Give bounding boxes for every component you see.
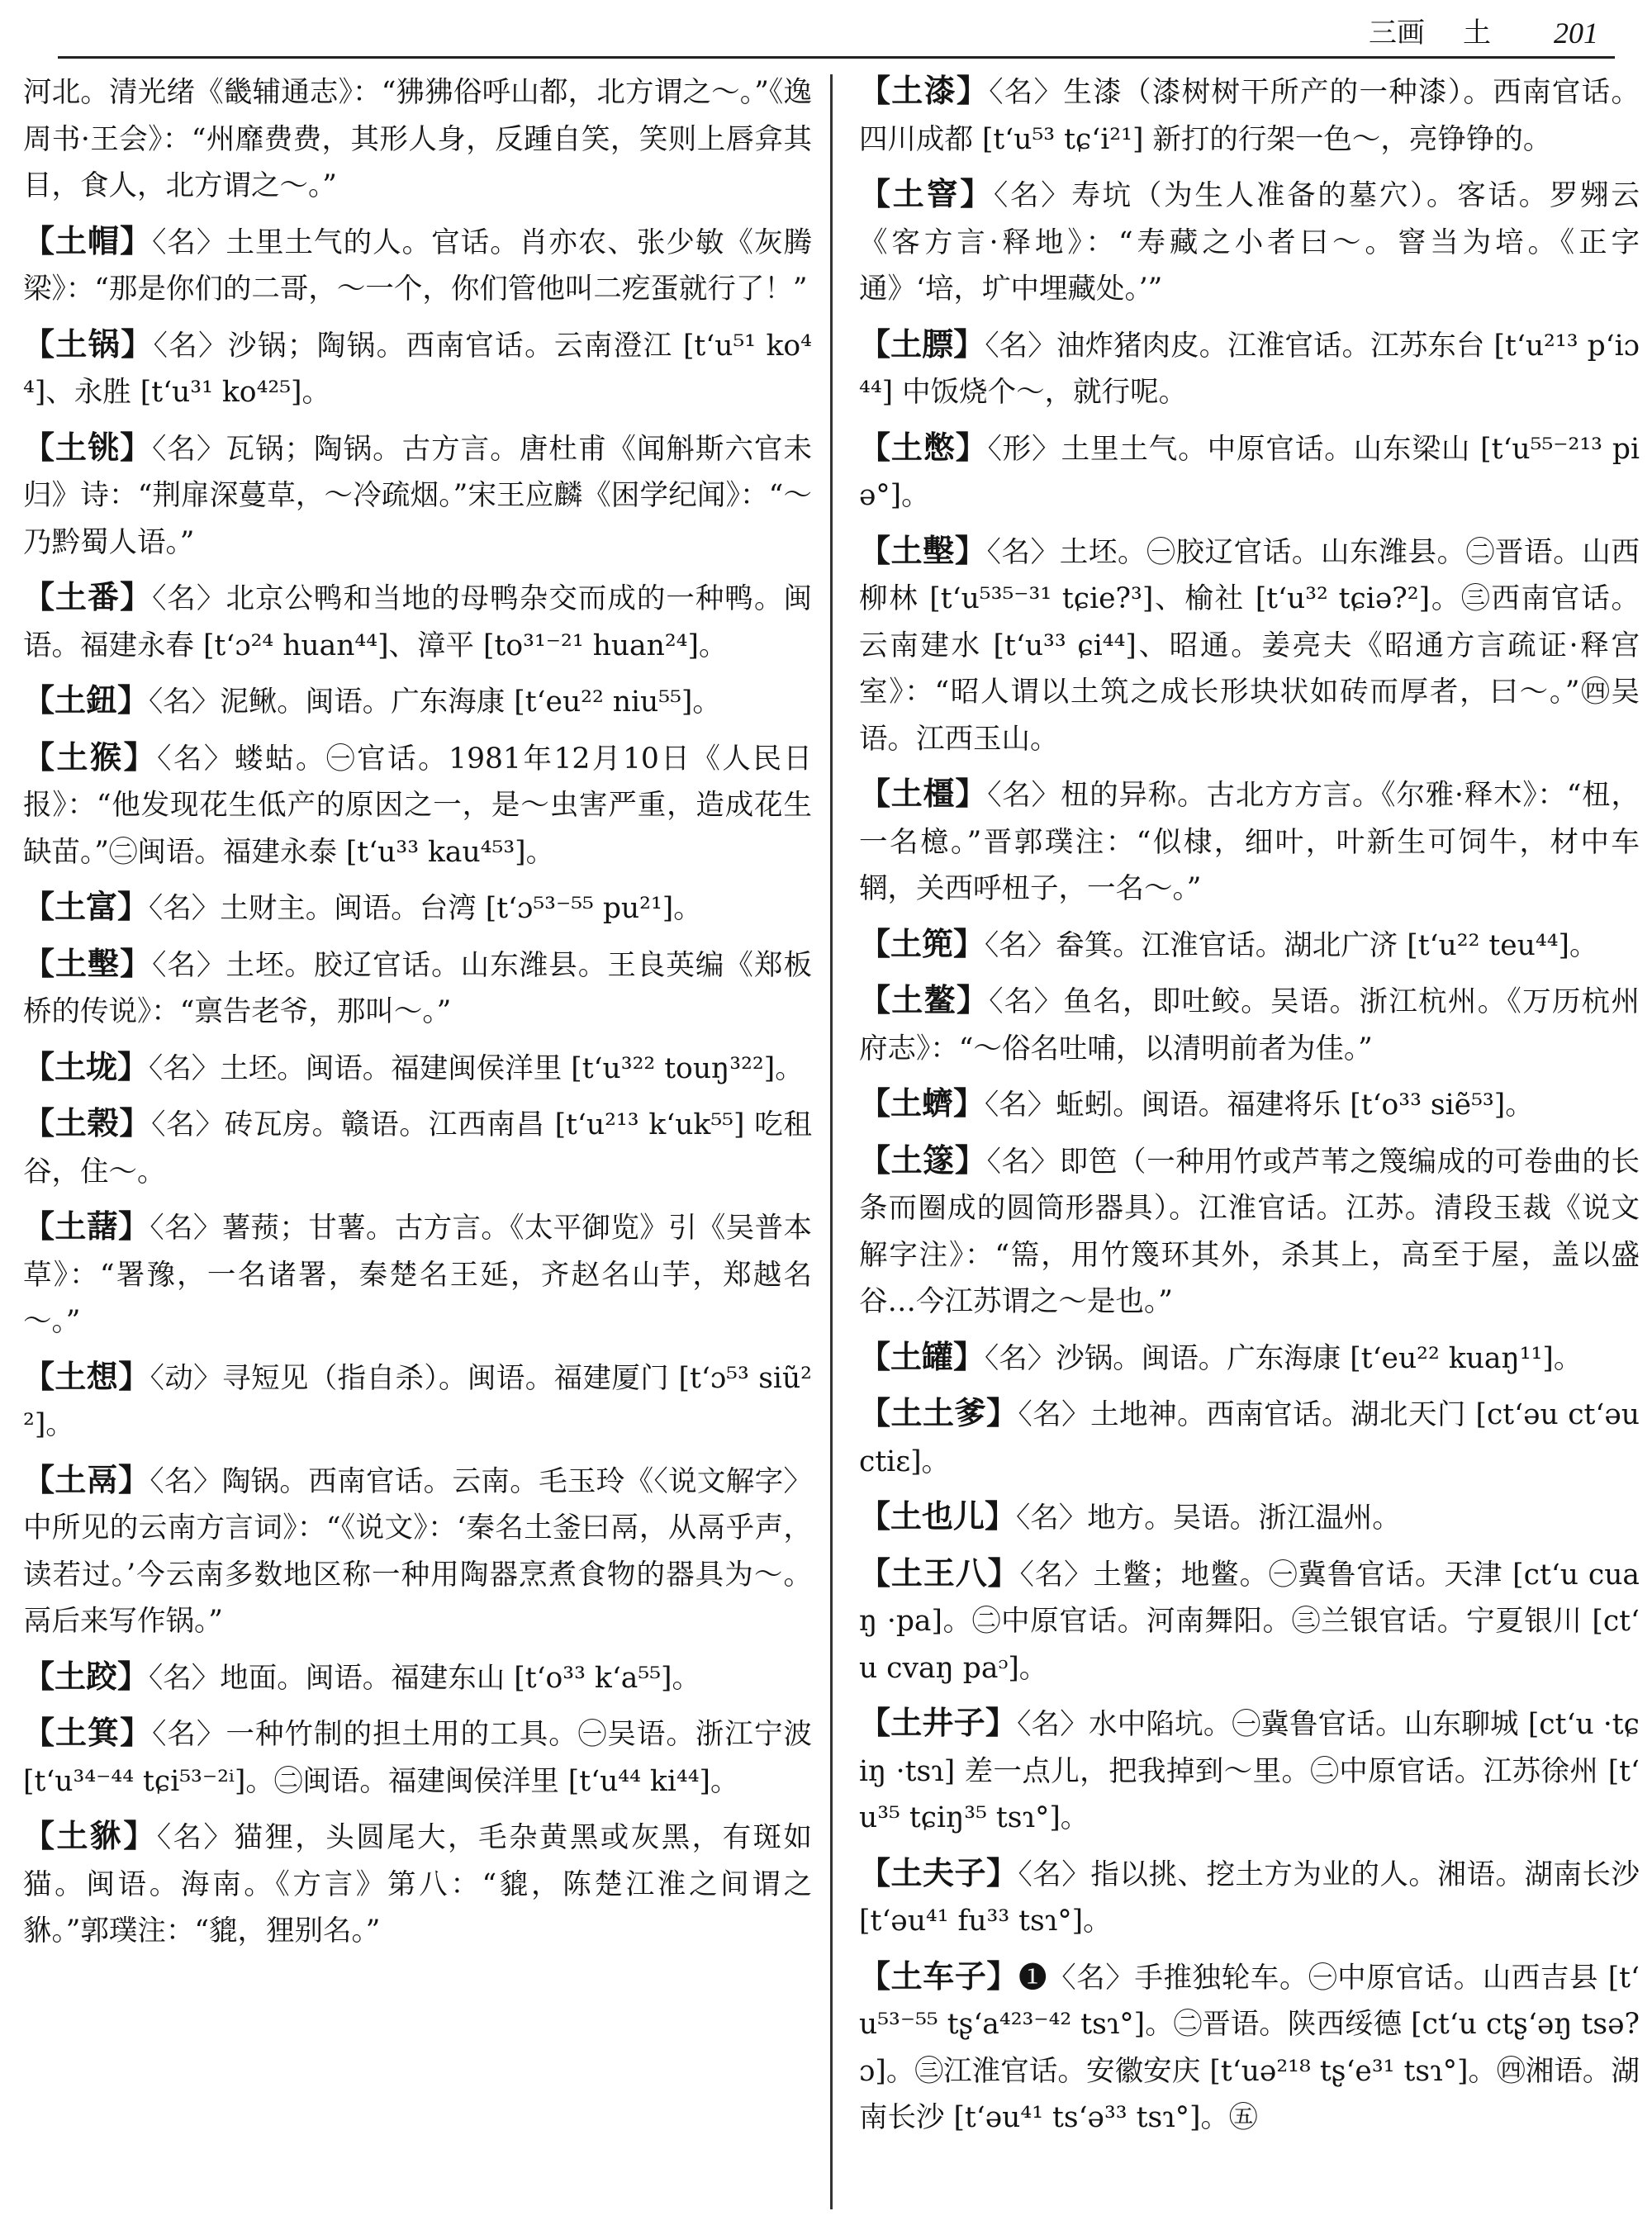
entry-definition: ❶〈名〉手推独轮车。㊀中原官话。山西吉县 [tʻu⁵³⁻⁵⁵ tʂʻa⁴²³⁻⁴² tsɿ°]。㊁晋语。陕西绥德 [ctʻu ctʂʻəŋ tsə?ɔ]。㊂江淮官话。安徽安庆 [tʻuə²¹⁸ tʂʻe³¹ tsɿ°]。㊃湘语。湖南长沙 [tʻəu⁴¹ tsʻə³³ tsɿ°]。㊄ xyxy=(859,1961,1640,2134)
left-column xyxy=(23,68,812,1955)
entry-definition: 〈名〉蝼蛄。㊀官话。1981年12月10日《人民日报》：“他发现花生低产的原因之一，是～虫害严重，造成花生缺苗。”㊁闽语。福建永泰 [tʻu³³ kau⁴⁵³]。 xyxy=(23,742,812,869)
entry-definition: 河北。清光绪《畿辅通志》：“狒狒俗呼山都，北方谓之～。”《逸周书·王会》：“州靡费费，其形人身，反踵自笑，笑则上唇弇其目，食人，北方谓之～。” xyxy=(23,76,812,202)
dictionary-entry xyxy=(23,941,812,1036)
section-label: 三画 xyxy=(1369,17,1425,50)
dictionary-entry xyxy=(859,528,1640,763)
entry-headword: 【土也儿】 xyxy=(859,1497,1017,1535)
dictionary-entry xyxy=(23,677,812,726)
entry-headword: 【土篼】 xyxy=(859,924,985,962)
dictionary-entry xyxy=(859,1137,1640,1326)
dictionary-entry xyxy=(23,1354,812,1449)
dictionary-entry xyxy=(23,1203,812,1345)
entry-definition: 〈名〉地面。闽语。福建东山 [tʻo³³ kʻa⁵⁵]。 xyxy=(149,1661,700,1695)
entry-definition: 〈名〉油炸猪肉皮。江淮官话。江苏东台 [tʻu²¹³ pʻiɔ⁴⁴] 中饭烧个～，就行呢。 xyxy=(859,329,1640,409)
entry-headword: 【土罐】 xyxy=(859,1337,985,1375)
entry-headword: 【土窨】 xyxy=(859,175,994,212)
dictionary-entry xyxy=(859,1493,1640,1542)
dictionary-entry xyxy=(23,68,812,210)
entry-definition: 〈名〉杻的异称。古北方方言。《尔雅·释木》：“杻，一名檍。”晋郭璞注：“似棣，细叶，叶新生可饲牛，材中车辋，关西呼杻子，一名～。” xyxy=(859,779,1640,905)
entry-headword: 【土鳌】 xyxy=(859,981,990,1018)
dictionary-entry xyxy=(859,771,1640,913)
entry-headword: 【土箕】 xyxy=(23,1714,153,1751)
entry-headword: 【土蠐】 xyxy=(859,1084,985,1122)
dictionary-entry xyxy=(23,1044,812,1093)
entry-definition: 〈名〉土鳖；地鳖。㊀冀鲁官话。天津 [ctʻu cuaŋ ·pa]。㊁中原官话。河南舞阳。㊂兰银官话。宁夏银川 [ctʻu cvaŋ paᵓ]。 xyxy=(859,1558,1640,1685)
dictionary-entry xyxy=(859,321,1640,416)
entry-definition: 〈名〉土地神。西南官话。湖北天门 [ctʻəu ctʻəu ctiɛ]。 xyxy=(859,1398,1640,1478)
dictionary-entry xyxy=(859,1700,1640,1842)
entry-definition: 〈动〉寻短见（指自杀）。闽语。福建厦门 [tʻɔ⁵³ siũ²²]。 xyxy=(23,1361,812,1441)
dictionary-entry xyxy=(859,425,1640,520)
entry-definition: 〈名〉砖瓦房。赣语。江西南昌 [tʻu²¹³ kʻuk⁵⁵] 吃租谷，住～。 xyxy=(23,1108,812,1189)
dictionary-entry xyxy=(23,574,812,669)
dictionary-entry xyxy=(23,884,812,932)
entry-definition: 〈名〉土坯。闽语。福建闽侯洋里 [tʻu³²² touŋ³²²]。 xyxy=(149,1051,804,1085)
entry-headword: 【土跤】 xyxy=(23,1657,150,1695)
entry-headword: 【土墼】 xyxy=(23,944,153,982)
entry-headword: 【土富】 xyxy=(23,888,150,925)
dictionary-entry xyxy=(859,68,1640,163)
entry-headword: 【土膘】 xyxy=(859,325,985,363)
entry-headword: 【土藷】 xyxy=(23,1208,150,1245)
dictionary-entry xyxy=(859,1550,1640,1692)
entry-headword: 【土垅】 xyxy=(23,1047,150,1085)
entry-definition: 〈名〉水中陷坑。㊀冀鲁官话。山东聊城 [ctʻu ·tɕiŋ ·tsɿ] 差一点儿，把我掉到～里。㊁中原官话。江苏徐州 [tʻu³⁵ tɕiŋ³⁵ tsɿ°]。 xyxy=(859,1708,1640,1834)
entry-headword: 【土土爹】 xyxy=(859,1394,1018,1431)
entry-definition: 〈名〉一种竹制的担土用的工具。㊀吴语。浙江宁波 [tʻu³⁴⁻⁴⁴ tɕi⁵³⁻²ⁱ]。㊁闽语。福建闽侯洋里 [tʻu⁴⁴ ki⁴⁴]。 xyxy=(23,1718,812,1798)
dictionary-entry xyxy=(23,1813,812,1955)
entry-definition: 〈名〉猫狸，头圆尾大，毛杂黄黑或灰黑，有斑如猫。闽语。海南。《方言》第八：“貔，陈楚江淮之间谓之貅。”郭璞注：“貔，狸别名。” xyxy=(23,1821,812,1948)
entry-definition: 〈名〉即笆（一种用竹或芦苇之篾编成的可卷曲的长条而圈成的圆筒形器具）。江淮官话。江苏。清段玉裁《说文解字注》：“篅，用竹篾环其外，杀其上，高至于屋，盖以盛谷…今江苏谓之～是也。” xyxy=(859,1145,1640,1318)
entry-definition: 〈名〉寿坑（为生人准备的墓穴）。客话。罗翙云《客方言·释地》：“寿藏之小者曰～。窨当为培。《正字通》‘培，圹中埋藏处。’” xyxy=(859,179,1640,306)
dictionary-entry xyxy=(23,734,812,876)
entry-definition: 〈名〉陶锅。西南官话。云南。毛玉玲《〈说文解字〉中所见的云南方言词》：“《说文》：‘秦名土釜曰鬲，从鬲乎声，读若过。’今云南多数地区称一种用陶器烹煮食物的器具为～。鬲后来写作锅。” xyxy=(23,1464,812,1638)
entry-headword: 【土铫】 xyxy=(23,428,153,466)
entry-definition: 〈名〉泥鳅。闽语。广东海康 [tʻeu²² niu⁵⁵]。 xyxy=(149,686,721,719)
dictionary-entry xyxy=(859,1850,1640,1945)
entry-definition: 〈名〉土财主。闽语。台湾 [tʻɔ⁵³⁻⁵⁵ pu²¹]。 xyxy=(149,892,702,925)
entry-headword: 【土井子】 xyxy=(859,1704,1018,1741)
dictionary-entry xyxy=(23,321,812,416)
entry-headword: 【土想】 xyxy=(23,1357,150,1395)
dictionary-entry xyxy=(859,1080,1640,1129)
entry-definition: 〈名〉薯蓣；甘薯。古方言。《太平御览》引《吴普本草》：“署豫，一名诸署，秦楚名王延，齐赵名山芋，郑越名～。” xyxy=(23,1212,812,1338)
entry-headword: 【土鈕】 xyxy=(23,681,150,719)
right-column xyxy=(859,68,1640,2142)
dictionary-entry xyxy=(859,1953,1640,2142)
radical-label: 土 xyxy=(1463,17,1491,50)
entry-headword: 【土番】 xyxy=(23,578,153,615)
entry-definition: 〈名〉土坯。胶辽官话。山东潍县。王良英编《郑板桥的传说》：“禀告老爷，那叫～。” xyxy=(23,948,812,1028)
entry-headword: 【土猴】 xyxy=(23,738,158,776)
dictionary-entry xyxy=(23,1654,812,1702)
entry-definition: 〈名〉蚯蚓。闽语。福建将乐 [tʻo³³ siẽ⁵³]。 xyxy=(985,1089,1534,1122)
entry-definition: 〈名〉鱼名，即吐鲛。吴语。浙江杭州。《万历杭州府志》：“～俗名吐哺，以清明前者为佳。” xyxy=(859,985,1640,1065)
entry-definition: 〈名〉地方。吴语。浙江温州。 xyxy=(1016,1502,1401,1535)
dictionary-entry xyxy=(859,1390,1640,1485)
entry-definition: 〈名〉指以挑、挖土方为业的人。湘语。湖南长沙 [tʻəu⁴¹ fu³³ tsɿ°]。 xyxy=(859,1858,1640,1938)
entry-headword: 【土锅】 xyxy=(23,325,154,363)
entry-headword: 【土榖】 xyxy=(23,1104,152,1141)
dictionary-entry xyxy=(859,171,1640,313)
entry-headword: 【土车子】 xyxy=(859,1957,1019,1995)
dictionary-entry xyxy=(23,425,812,567)
entry-headword: 【土篴】 xyxy=(859,1141,987,1179)
dictionary-entry xyxy=(23,1457,812,1645)
dictionary-entry xyxy=(859,1334,1640,1383)
entry-headword: 【土帽】 xyxy=(23,221,153,259)
entry-definition: 〈名〉沙锅；陶锅。西南官话。云南澄江 [tʻu⁵¹ ko⁴⁴]、永胜 [tʻu³¹ ko⁴²⁵]。 xyxy=(23,329,812,409)
dictionary-entry xyxy=(859,921,1640,970)
entry-headword: 【土墼】 xyxy=(859,531,987,569)
entry-headword: 【土貅】 xyxy=(23,1817,157,1854)
entry-headword: 【土鬲】 xyxy=(23,1460,150,1498)
entry-headword: 【土橿】 xyxy=(859,775,988,812)
entry-headword: 【土王八】 xyxy=(859,1554,1020,1592)
entry-headword: 【土夫子】 xyxy=(859,1853,1018,1891)
entry-definition: 〈名〉生漆（漆树树干所产的一种漆）。西南官话。四川成都 [tʻu⁵³ tɕʻi²¹] 新打的行架一色～，亮铮铮的。 xyxy=(859,76,1640,156)
dictionary-entry xyxy=(23,218,812,313)
entry-definition: 〈名〉沙锅。闽语。广东海康 [tʻeu²² kuaŋ¹¹]。 xyxy=(985,1341,1583,1375)
dictionary-entry xyxy=(23,1100,812,1195)
dictionary-entry xyxy=(23,1710,812,1805)
page-header xyxy=(58,10,1615,59)
entry-definition: 〈名〉土里土气的人。官话。肖亦农、张少敏《灰腾梁》：“那是你们的二哥，～一个，你们管他叫二疙蛋就行了！” xyxy=(23,225,812,306)
page-number: 201 xyxy=(1554,17,1598,50)
entry-headword: 【土憋】 xyxy=(859,428,988,466)
entry-headword: 【土漆】 xyxy=(859,72,990,109)
entry-definition: 〈名〉瓦锅；陶锅。古方言。唐杜甫《闻斛斯六官未归》诗：“荆扉深蔓草，～冷疏烟。”宋王应麟《困学纪闻》：“～乃黔蜀人语。” xyxy=(23,432,812,559)
entry-definition: 〈名〉畚箕。江淮官话。湖北广济 [tʻu²² teu⁴⁴]。 xyxy=(985,928,1598,962)
entry-definition: 〈形〉土里土气。中原官话。山东梁山 [tʻu⁵⁵⁻²¹³ piə°]。 xyxy=(859,432,1640,512)
column-divider xyxy=(830,74,833,2209)
dictionary-entry xyxy=(859,977,1640,1072)
entry-definition: 〈名〉北京公鸭和当地的母鸭杂交而成的一种鸭。闽语。福建永春 [tʻɔ²⁴ huan⁴⁴]、漳平 [to³¹⁻²¹ huan²⁴]。 xyxy=(23,582,812,662)
entry-definition: 〈名〉土坯。㊀胶辽官话。山东潍县。㊁晋语。山西柳林 [tʻu⁵³⁵⁻³¹ tɕie?³]、榆社 [tʻu³² tɕiə?²]。㊂西南官话。云南建水 [tʻu³³ ɕi⁴⁴]、昭通。姜亮夫《昭通方言疏证·释宫室》：“昭人谓以土筑之成长形块状如砖而厚者，曰～。”㊃吴语。江西玉山。 xyxy=(859,535,1640,756)
